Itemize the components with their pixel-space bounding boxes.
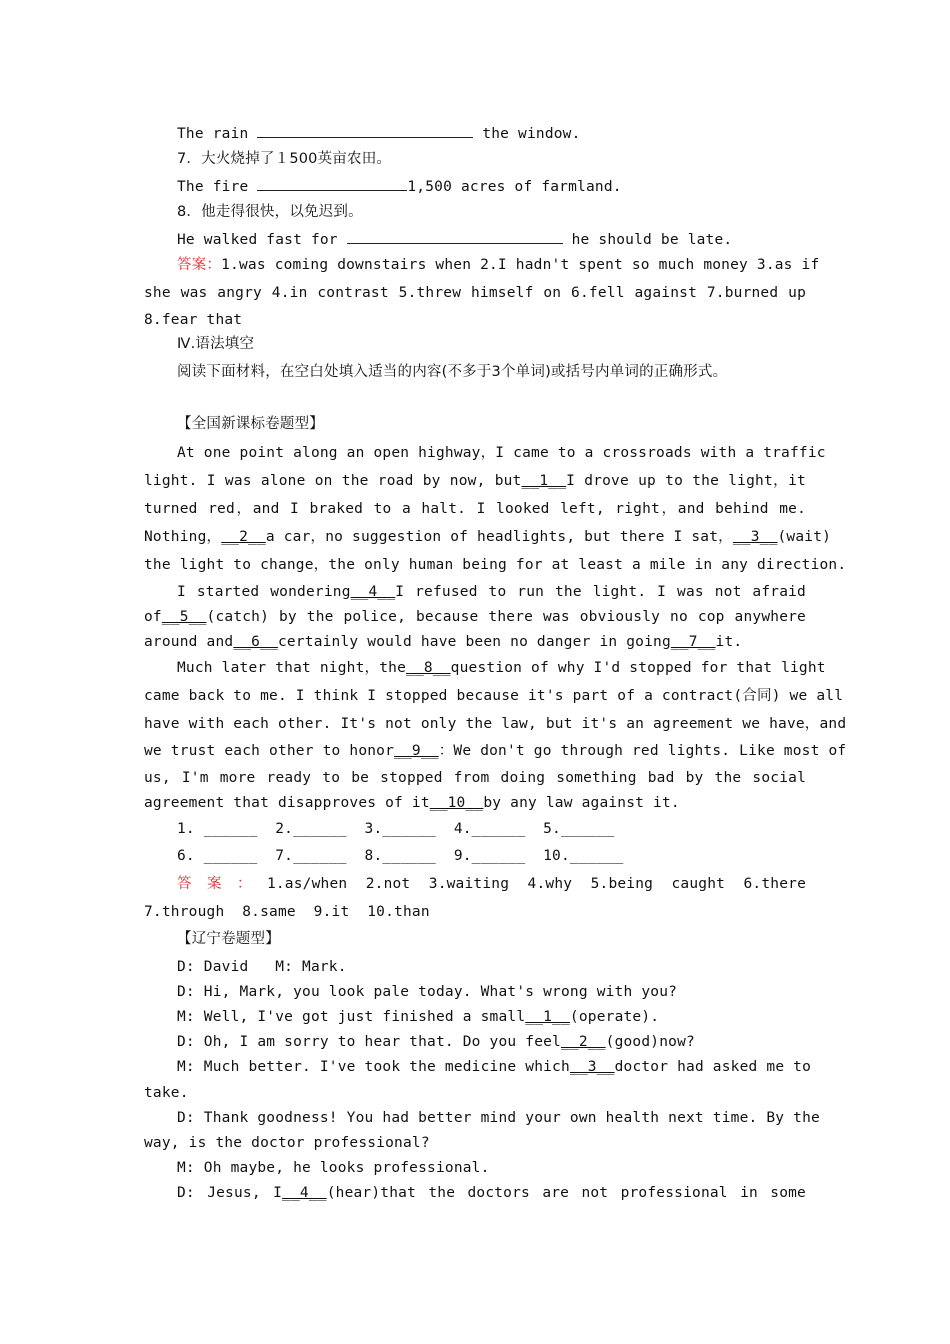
text: I started wondering (177, 584, 351, 600)
answer-block-2-line2: 7.through 8.same 9.it 10.than (144, 904, 430, 920)
dialogue-blank-2: __2__ (560, 1034, 606, 1050)
text: by any law against it. (483, 795, 680, 811)
fire-blank (257, 176, 407, 191)
dialogue-line-10 (177, 1183, 806, 1203)
text: Nothing， (144, 529, 222, 545)
blank-8: __8__ (406, 660, 451, 676)
passage-p1-line5: the light to change，the only human being for at least a mile in any direction. (144, 557, 847, 573)
answer-block-2-line1 (177, 874, 806, 894)
dialogue-line-2: D: Hi, Mark, you look pale today. What's wrong with you? (177, 984, 678, 1000)
passage-p3-line3: have with each other. It's not only the law, but it's an agreement we have，and (144, 716, 847, 732)
text: a car，no suggestion of headlights, but there I sat， (265, 529, 733, 545)
blank-5: __5__ (161, 609, 207, 625)
passage-p1-line3: turned red，and I braked to a halt. I looked left, right，and behind me. (144, 501, 806, 517)
answer-text: 1.was coming downstairs when 2.I hadn't spent so much money 3.as if (221, 257, 820, 273)
dialogue-blank-3: __3__ (569, 1059, 615, 1075)
dialogue-line-3 (177, 1007, 806, 1027)
section-4-heading: Ⅳ.语法填空 (177, 336, 255, 352)
text: of (144, 609, 162, 625)
text: question of why I'd stopped for that light (450, 660, 826, 676)
question-8-chinese: 8．他走得很快，以免迟到。 (177, 204, 363, 220)
passage-p2-line3 (144, 632, 806, 652)
section-4-instruction: 阅读下面材料，在空白处填入适当的内容(不多于3个单词)或括号内单词的正确形式。 (177, 364, 728, 380)
passage-p3-line6 (144, 793, 806, 813)
text: (good)now? (605, 1034, 695, 1050)
passage-p2-line1 (177, 582, 806, 602)
answer-label: 答案： (177, 257, 222, 273)
walked-suffix: he should be late. (562, 232, 733, 248)
passage-p3-line4 (144, 741, 847, 761)
blank-4: __4__ (350, 584, 396, 600)
answer-label: 答案： (177, 876, 267, 892)
text: D: Oh, I am sorry to hear that. Do you feel (177, 1034, 561, 1050)
dialogue-line-4 (177, 1032, 806, 1052)
blank-3: __3__ (732, 529, 778, 545)
passage-p3-line1 (177, 658, 826, 678)
answer-blanks-row-2: 6. ______ 7.______ 8.______ 9.______ 10.______ (177, 848, 624, 864)
text: Much later that night，the (177, 660, 407, 676)
passage-p1-line4 (144, 527, 832, 547)
text: doctor had asked me to (614, 1059, 812, 1075)
passage-p2-line2 (144, 607, 806, 627)
dialogue-blank-4: __4__ (282, 1185, 327, 1201)
blank-2: __2__ (221, 529, 266, 545)
question-7-chinese: 7．大火烧掉了１500英亩农田。 (177, 151, 392, 167)
text: it. (715, 634, 743, 650)
text: (hear)that the doctors are not professional in some (326, 1185, 806, 1201)
text: ：We don't go through red lights. Like most of (438, 743, 847, 759)
blank-9: __9__ (394, 743, 439, 759)
answer-block-1-line2: she was angry 4.in contrast 5.threw himself on 6.fell against 7.burned up (144, 285, 806, 301)
answer-text: 1.as/when 2.not 3.waiting 4.why 5.being caught 6.there (266, 876, 806, 892)
text: M: Much better. I've took the medicine which (177, 1059, 570, 1075)
passage-p3-line2: came back to me. I think I stopped because it's part of a contract(合同) we all (144, 688, 844, 704)
dialogue-line-8: way, is the doctor professional? (144, 1135, 430, 1151)
text: light. I was alone on the road by now, but (144, 473, 522, 489)
rain-blank (257, 123, 473, 138)
text: I refused to run the light. I was not afraid (395, 584, 806, 600)
blank-7: __7__ (670, 634, 716, 650)
answer-block-1-line3: 8.fear that (144, 312, 243, 328)
passage-p3-line5: us, I'm more ready to be stopped from doing something bad by the social (144, 770, 806, 786)
dialogue-line-1: D: David M: Mark. (177, 959, 347, 975)
walked-sentence (177, 229, 806, 250)
passage-p1-line1: At one point along an open highway，I came to a crossroads with a traffic (177, 445, 826, 461)
rain-sentence (177, 123, 806, 144)
answer-blanks-row-1: 1. ______ 2.______ 3.______ 4.______ 5.______ (177, 821, 615, 837)
text: I drove up to the light，it (566, 473, 806, 489)
text: M: Well, I've got just finished a small (177, 1009, 526, 1025)
national-heading: 【全国新课标卷题型】 (177, 416, 324, 432)
text: agreement that disapproves of it (144, 795, 430, 811)
text: we trust each other to honor (144, 743, 395, 759)
text: D: Jesus, I (177, 1185, 283, 1201)
fire-sentence (177, 176, 806, 197)
dialogue-blank-1: __1__ (525, 1009, 570, 1025)
dialogue-line-6: take. (144, 1085, 189, 1101)
rain-suffix: the window. (473, 126, 581, 142)
fire-suffix: 1,500 acres of farmland. (407, 179, 622, 195)
text: (catch) by the police, because there was obviously no cop anywhere (206, 609, 806, 625)
dialogue-line-7: D: Thank goodness! You had better mind your own health next time. By the (177, 1110, 820, 1126)
blank-1: __1__ (521, 473, 567, 489)
text: (wait) (777, 529, 832, 545)
fire-prefix: The fire (177, 179, 258, 195)
blank-10: __10__ (429, 795, 484, 811)
walked-prefix: He walked fast for (177, 232, 347, 248)
text: around and (144, 634, 234, 650)
dialogue-line-9: M: Oh maybe, he looks professional. (177, 1160, 490, 1176)
dialogue-line-5 (177, 1057, 812, 1077)
walked-blank (347, 229, 563, 244)
liaoning-heading: 【辽宁卷题型】 (177, 931, 280, 947)
passage-p1-line2 (144, 471, 806, 491)
answer-block-1-line1 (177, 255, 820, 275)
rain-prefix: The rain (177, 126, 258, 142)
text: certainly would have been no danger in going (277, 634, 671, 650)
text: (operate). (569, 1009, 660, 1025)
blank-6: __6__ (233, 634, 278, 650)
